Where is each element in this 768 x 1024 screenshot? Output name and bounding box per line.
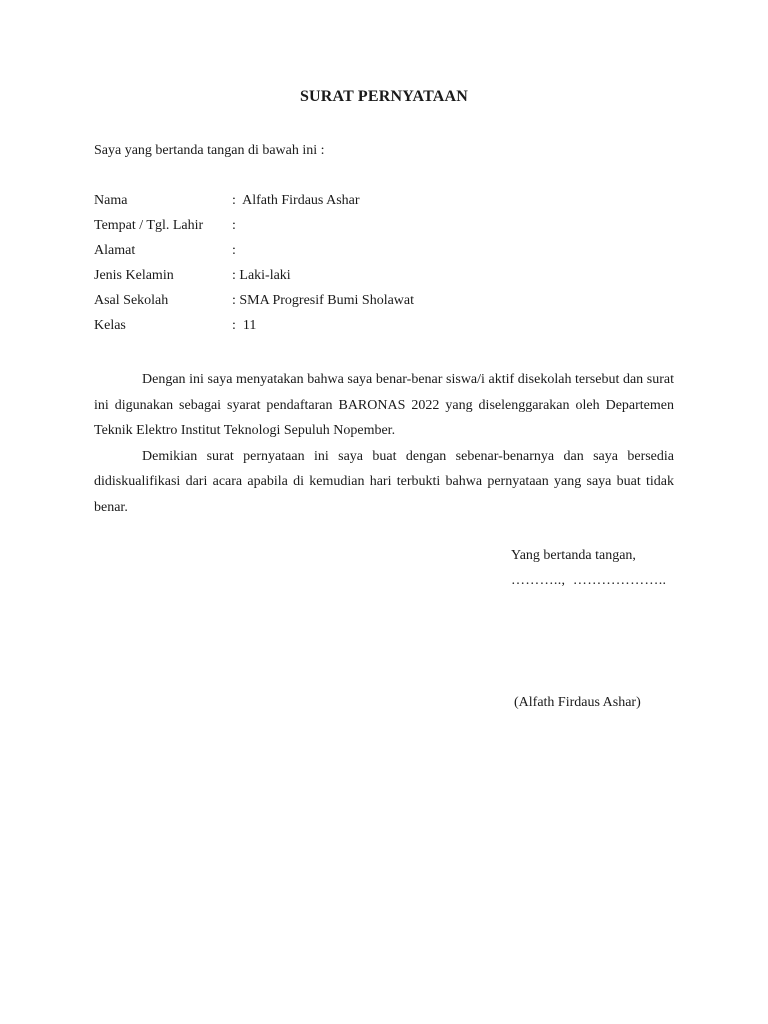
statement-paragraph: Demikian surat pernyataan ini saya buat dengan sebenar-benarnya dan saya bersedia didiskualifikasi dari acara apabila di kemudian hari terbukti bahwa pernyataan yang saya buat tidak benar. [94, 448, 674, 515]
field-row-jenis-kelamin [94, 266, 414, 291]
statement-paragraph: Dengan ini saya menyatakan bahwa saya benar-benar siswa/i aktif disekolah tersebut dan surat ini digunakan sebagai syarat pendaftaran BARONAS 2022 yang diselenggarakan oleh Departemen Teknik Elektro Institut Teknologi Sepuluh Nopember. [94, 372, 674, 438]
field-row-nama [94, 191, 414, 216]
field-row-alamat [94, 241, 414, 266]
field-value: 11 [235, 318, 257, 333]
field-separator: : [232, 193, 236, 208]
field-value: Alfath Firdaus Ashar [235, 193, 360, 208]
intro-text: Saya yang bertanda tangan di bawah ini : [94, 143, 325, 158]
field-label: Nama [94, 193, 128, 208]
field-label: Tempat / Tgl. Lahir [94, 218, 204, 233]
field-label: Alamat [94, 243, 136, 258]
field-value: Laki-laki [235, 268, 291, 283]
field-label: Kelas [94, 318, 126, 333]
field-value: SMA Progresif Bumi Sholawat [235, 293, 415, 308]
field-separator: : [232, 293, 236, 308]
field-row-asal-sekolah [94, 291, 414, 316]
signature-closing: Yang bertanda tangan, [511, 548, 636, 563]
field-separator: : [232, 218, 236, 233]
signature-block [511, 543, 666, 593]
field-row-kelas [94, 316, 414, 341]
field-separator: : [232, 243, 236, 258]
signature-place-date: ……….., ……………….. [511, 573, 667, 588]
statement-body [94, 367, 674, 520]
document-title: SURAT PERNYATAAN [299, 88, 469, 105]
field-separator: : [232, 318, 236, 333]
field-separator: : [232, 268, 236, 283]
field-label: Jenis Kelamin [94, 268, 174, 283]
field-row-tempat-tgl-lahir [94, 216, 414, 241]
field-label: Asal Sekolah [94, 293, 169, 308]
signer-name: (Alfath Firdaus Ashar) [514, 695, 641, 710]
identity-fields [94, 191, 414, 341]
